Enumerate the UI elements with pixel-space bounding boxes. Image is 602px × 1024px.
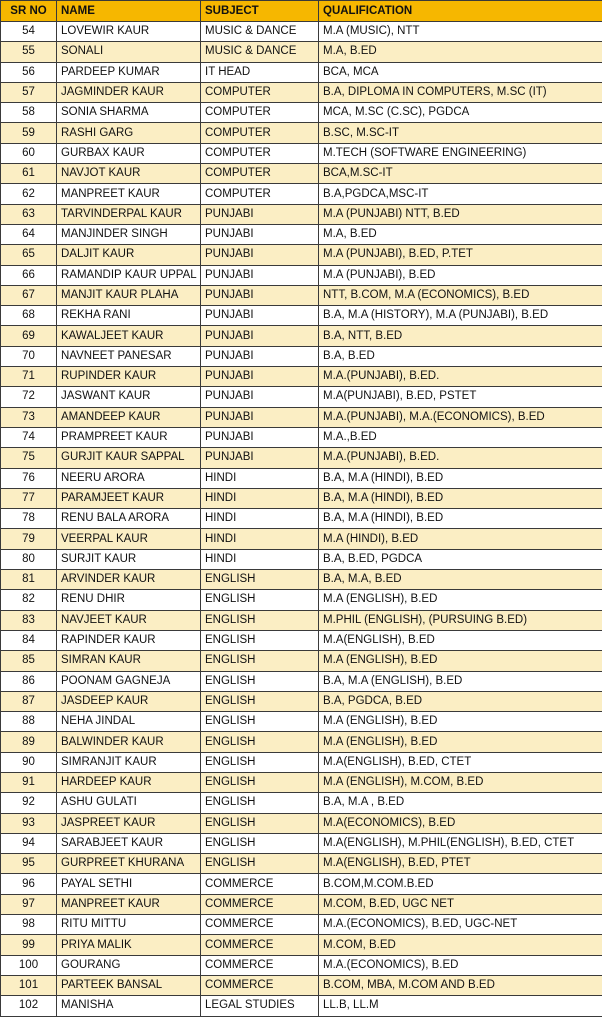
cell-sr-no: 56 [1,62,57,82]
table-row [1,854,602,874]
table-row [1,488,602,508]
cell-sr-no: 78 [1,509,57,529]
cell-name: RITU MITTU [57,915,201,935]
table-row [1,245,602,265]
table-row [1,103,602,123]
table-row [1,570,602,590]
cell-subject: PUNJABI [201,346,319,366]
cell-qualification: M.A, B.ED [319,42,602,62]
cell-subject: ENGLISH [201,772,319,792]
cell-subject: MUSIC & DANCE [201,22,319,42]
cell-sr-no: 102 [1,996,57,1016]
cell-qualification: M.A (ENGLISH), B.ED [319,712,602,732]
cell-subject: PUNJABI [201,387,319,407]
table-row [1,346,602,366]
table-row [1,265,602,285]
cell-name: VEERPAL KAUR [57,529,201,549]
cell-sr-no: 54 [1,22,57,42]
cell-name: MANISHA [57,996,201,1016]
cell-subject: PUNJABI [201,204,319,224]
cell-qualification: M.A(PUNJABI), B.ED, PSTET [319,387,602,407]
cell-subject: PUNJABI [201,306,319,326]
cell-qualification: M.A.(PUNJABI), M.A.(ECONOMICS), B.ED [319,407,602,427]
cell-subject: COMMERCE [201,894,319,914]
cell-name: JASWANT KAUR [57,387,201,407]
cell-sr-no: 67 [1,285,57,305]
cell-name: KAWALJEET KAUR [57,326,201,346]
table-row [1,387,602,407]
cell-qualification: B.A, M.A, B.ED [319,570,602,590]
cell-qualification: B.A, M.A (HISTORY), M.A (PUNJABI), B.ED [319,306,602,326]
cell-subject: ENGLISH [201,813,319,833]
cell-sr-no: 87 [1,691,57,711]
cell-subject: PUNJABI [201,367,319,387]
cell-subject: PUNJABI [201,245,319,265]
table-row [1,752,602,772]
cell-sr-no: 97 [1,894,57,914]
table-row [1,549,602,569]
cell-qualification: M.A(ENGLISH), M.PHIL(ENGLISH), B.ED, CTET [319,833,602,853]
cell-sr-no: 83 [1,610,57,630]
cell-qualification: B.A, DIPLOMA IN COMPUTERS, M.SC (IT) [319,82,602,102]
cell-name: AMANDEEP KAUR [57,407,201,427]
table-row [1,691,602,711]
cell-name: POONAM GAGNEJA [57,671,201,691]
cell-subject: ENGLISH [201,630,319,650]
cell-subject: PUNJABI [201,448,319,468]
cell-sr-no: 90 [1,752,57,772]
table-row [1,874,602,894]
cell-subject: COMMERCE [201,955,319,975]
cell-name: JASPREET KAUR [57,813,201,833]
cell-sr-no: 77 [1,488,57,508]
cell-sr-no: 88 [1,712,57,732]
cell-sr-no: 70 [1,346,57,366]
table-row [1,42,602,62]
cell-qualification: B.A, M.A (ENGLISH), B.ED [319,671,602,691]
table-row [1,285,602,305]
cell-name: MANPREET KAUR [57,184,201,204]
cell-subject: ENGLISH [201,570,319,590]
table-row [1,306,602,326]
cell-qualification: B.A, PGDCA, B.ED [319,691,602,711]
cell-subject: ENGLISH [201,793,319,813]
table-row [1,326,602,346]
table-row [1,529,602,549]
cell-subject: ENGLISH [201,752,319,772]
cell-sr-no: 71 [1,367,57,387]
cell-sr-no: 79 [1,529,57,549]
cell-subject: ENGLISH [201,732,319,752]
cell-sr-no: 80 [1,549,57,569]
cell-sr-no: 64 [1,224,57,244]
cell-name: LOVEWIR KAUR [57,22,201,42]
cell-sr-no: 68 [1,306,57,326]
table-row [1,224,602,244]
cell-subject: COMPUTER [201,164,319,184]
cell-sr-no: 61 [1,164,57,184]
cell-name: GURJIT KAUR SAPPAL [57,448,201,468]
cell-qualification: B.A, M.A (HINDI), B.ED [319,468,602,488]
cell-sr-no: 73 [1,407,57,427]
table-row [1,732,602,752]
cell-name: SONALI [57,42,201,62]
table-row [1,610,602,630]
cell-name: SIMRANJIT KAUR [57,752,201,772]
cell-name: MANJINDER SINGH [57,224,201,244]
table-row [1,772,602,792]
table-row [1,996,602,1016]
cell-subject: ENGLISH [201,712,319,732]
cell-subject: COMPUTER [201,123,319,143]
cell-qualification: M.A.(PUNJABI), B.ED. [319,448,602,468]
cell-qualification: M.A(ECONOMICS), B.ED [319,813,602,833]
cell-sr-no: 93 [1,813,57,833]
cell-sr-no: 69 [1,326,57,346]
cell-sr-no: 85 [1,651,57,671]
cell-name: PARDEEP KUMAR [57,62,201,82]
cell-sr-no: 100 [1,955,57,975]
cell-subject: PUNJABI [201,285,319,305]
table-row [1,630,602,650]
cell-subject: COMPUTER [201,82,319,102]
cell-name: RENU BALA ARORA [57,509,201,529]
cell-subject: HINDI [201,549,319,569]
cell-name: SIMRAN KAUR [57,651,201,671]
table-row [1,813,602,833]
cell-name: HARDEEP KAUR [57,772,201,792]
cell-subject: PUNJABI [201,407,319,427]
cell-sr-no: 65 [1,245,57,265]
cell-name: MANJIT KAUR PLAHA [57,285,201,305]
cell-qualification: M.A(ENGLISH), B.ED, PTET [319,854,602,874]
cell-sr-no: 59 [1,123,57,143]
table-row [1,468,602,488]
cell-name: SONIA SHARMA [57,103,201,123]
cell-qualification: M.A.,B.ED [319,427,602,447]
cell-qualification: M.A (PUNJABI), B.ED, P.TET [319,245,602,265]
cell-subject: COMMERCE [201,874,319,894]
table-row [1,427,602,447]
cell-sr-no: 84 [1,630,57,650]
header-qualification: QUALIFICATION [319,1,602,22]
cell-sr-no: 92 [1,793,57,813]
cell-subject: COMMERCE [201,975,319,995]
cell-sr-no: 63 [1,204,57,224]
cell-qualification: B.A, M.A , B.ED [319,793,602,813]
table-row [1,367,602,387]
cell-sr-no: 96 [1,874,57,894]
cell-sr-no: 55 [1,42,57,62]
cell-qualification: M.COM, B.ED, UGC NET [319,894,602,914]
cell-subject: COMPUTER [201,184,319,204]
table-row [1,975,602,995]
cell-name: NEHA JINDAL [57,712,201,732]
cell-qualification: B.A, M.A (HINDI), B.ED [319,488,602,508]
cell-qualification: LL.B, LL.M [319,996,602,1016]
table-row [1,448,602,468]
cell-subject: MUSIC & DANCE [201,42,319,62]
cell-subject: ENGLISH [201,854,319,874]
table-row [1,22,602,42]
cell-name: PARTEEK BANSAL [57,975,201,995]
cell-qualification: M.A (PUNJABI) NTT, B.ED [319,204,602,224]
cell-subject: HINDI [201,529,319,549]
cell-subject: COMPUTER [201,103,319,123]
cell-name: GURBAX KAUR [57,143,201,163]
cell-subject: LEGAL STUDIES [201,996,319,1016]
cell-name: MANPREET KAUR [57,894,201,914]
cell-qualification: M.A, B.ED [319,224,602,244]
cell-subject: ENGLISH [201,691,319,711]
cell-name: PAYAL SETHI [57,874,201,894]
cell-qualification: B.A,PGDCA,MSC-IT [319,184,602,204]
cell-subject: PUNJABI [201,224,319,244]
cell-name: TARVINDERPAL KAUR [57,204,201,224]
cell-name: PARAMJEET KAUR [57,488,201,508]
cell-subject: COMMERCE [201,935,319,955]
cell-sr-no: 74 [1,427,57,447]
cell-name: JASDEEP KAUR [57,691,201,711]
cell-subject: PUNJABI [201,265,319,285]
cell-sr-no: 98 [1,915,57,935]
cell-sr-no: 72 [1,387,57,407]
cell-sr-no: 99 [1,935,57,955]
table-row [1,143,602,163]
cell-name: NAVJOT KAUR [57,164,201,184]
cell-sr-no: 57 [1,82,57,102]
cell-subject: ENGLISH [201,651,319,671]
table-row [1,82,602,102]
cell-name: DALJIT KAUR [57,245,201,265]
table-row [1,651,602,671]
cell-name: ARVINDER KAUR [57,570,201,590]
cell-name: NAVNEET PANESAR [57,346,201,366]
cell-qualification: B.SC, M.SC-IT [319,123,602,143]
cell-qualification: M.A (MUSIC), NTT [319,22,602,42]
cell-name: REKHA RANI [57,306,201,326]
table-row [1,184,602,204]
cell-subject: IT HEAD [201,62,319,82]
cell-sr-no: 94 [1,833,57,853]
cell-subject: ENGLISH [201,610,319,630]
cell-qualification: M.A (ENGLISH), M.COM, B.ED [319,772,602,792]
cell-name: RAMANDIP KAUR UPPAL [57,265,201,285]
cell-sr-no: 82 [1,590,57,610]
cell-name: NEERU ARORA [57,468,201,488]
table-row [1,712,602,732]
cell-subject: COMMERCE [201,915,319,935]
cell-qualification: B.A, NTT, B.ED [319,326,602,346]
cell-sr-no: 66 [1,265,57,285]
header-name: NAME [57,1,201,22]
cell-subject: ENGLISH [201,833,319,853]
cell-name: RUPINDER KAUR [57,367,201,387]
cell-sr-no: 81 [1,570,57,590]
cell-qualification: M.A(ENGLISH), B.ED, CTET [319,752,602,772]
cell-qualification: M.PHIL (ENGLISH), (PURSUING B.ED) [319,610,602,630]
cell-name: GURPREET KHURANA [57,854,201,874]
cell-name: GOURANG [57,955,201,975]
cell-qualification: B.A, B.ED [319,346,602,366]
cell-subject: HINDI [201,488,319,508]
cell-qualification: M.TECH (SOFTWARE ENGINEERING) [319,143,602,163]
cell-qualification: M.A.(ECONOMICS), B.ED, UGC-NET [319,915,602,935]
cell-subject: ENGLISH [201,671,319,691]
cell-subject: ENGLISH [201,590,319,610]
cell-name: RENU DHIR [57,590,201,610]
cell-name: SARABJEET KAUR [57,833,201,853]
table-body [1,22,602,1017]
cell-qualification: B.COM,M.COM.B.ED [319,874,602,894]
table-row [1,590,602,610]
cell-qualification: M.A (ENGLISH), B.ED [319,590,602,610]
cell-subject: PUNJABI [201,326,319,346]
table-row [1,935,602,955]
cell-sr-no: 91 [1,772,57,792]
table-row [1,671,602,691]
cell-sr-no: 101 [1,975,57,995]
table-row [1,123,602,143]
cell-subject: HINDI [201,468,319,488]
cell-sr-no: 60 [1,143,57,163]
cell-qualification: B.A, M.A (HINDI), B.ED [319,509,602,529]
table-row [1,833,602,853]
cell-sr-no: 75 [1,448,57,468]
table-row [1,164,602,184]
table-row [1,407,602,427]
cell-sr-no: 95 [1,854,57,874]
cell-qualification: M.A(ENGLISH), B.ED [319,630,602,650]
cell-name: RASHI GARG [57,123,201,143]
cell-sr-no: 58 [1,103,57,123]
table-row [1,793,602,813]
cell-qualification: BCA, MCA [319,62,602,82]
table-row [1,204,602,224]
table-row [1,894,602,914]
cell-name: NAVJEET KAUR [57,610,201,630]
cell-sr-no: 86 [1,671,57,691]
cell-qualification: M.A (ENGLISH), B.ED [319,732,602,752]
cell-name: PRAMPREET KAUR [57,427,201,447]
header-sr-no: SR NO [1,1,57,22]
cell-qualification: M.A.(ECONOMICS), B.ED [319,955,602,975]
cell-sr-no: 62 [1,184,57,204]
cell-name: PRIYA MALIK [57,935,201,955]
cell-subject: PUNJABI [201,427,319,447]
cell-subject: COMPUTER [201,143,319,163]
cell-qualification: M.A (HINDI), B.ED [319,529,602,549]
cell-name: ASHU GULATI [57,793,201,813]
cell-name: JAGMINDER KAUR [57,82,201,102]
cell-qualification: M.A (ENGLISH), B.ED [319,651,602,671]
table-row [1,915,602,935]
table-row [1,509,602,529]
cell-qualification: NTT, B.COM, M.A (ECONOMICS), B.ED [319,285,602,305]
cell-name: BALWINDER KAUR [57,732,201,752]
cell-qualification: M.COM, B.ED [319,935,602,955]
cell-sr-no: 89 [1,732,57,752]
table-row [1,955,602,975]
cell-qualification: M.A (PUNJABI), B.ED [319,265,602,285]
cell-name: RAPINDER KAUR [57,630,201,650]
cell-qualification: B.A, B.ED, PGDCA [319,549,602,569]
cell-qualification: B.COM, MBA, M.COM AND B.ED [319,975,602,995]
cell-sr-no: 76 [1,468,57,488]
header-subject: SUBJECT [201,1,319,22]
table-row [1,62,602,82]
cell-name: SURJIT KAUR [57,549,201,569]
cell-qualification: M.A.(PUNJABI), B.ED. [319,367,602,387]
cell-subject: HINDI [201,509,319,529]
cell-qualification: MCA, M.SC (C.SC), PGDCA [319,103,602,123]
cell-qualification: BCA,M.SC-IT [319,164,602,184]
table-header-row [1,1,602,22]
